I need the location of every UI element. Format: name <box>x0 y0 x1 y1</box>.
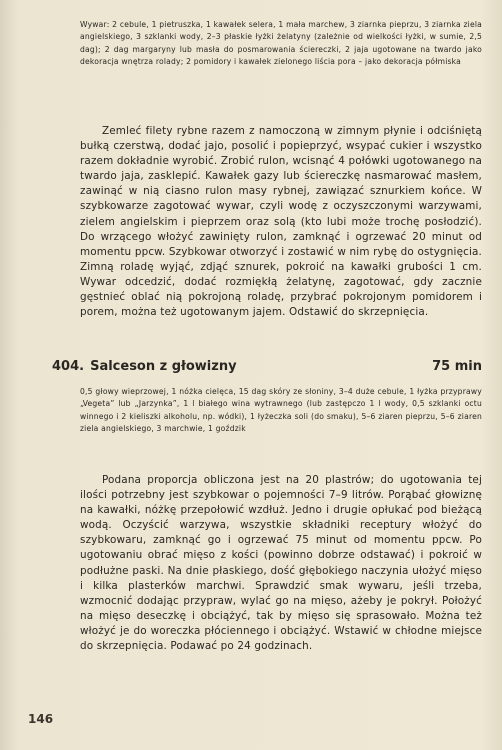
ingredients-block-1 <box>80 19 482 69</box>
ingredients-list-2: 0,5 głowy wieprzowej, 1 nóżka cielęca, 15 dag skóry ze słoniny, 3–4 duże cebule, 1 łyżka przyprawy „Vegeta” lub „Jarzynka”, 1 l białego wina wytrawnego (lub zastępczo 1 l wody, 0,5 szklanki octu winnego i 2 kieliszki alkoholu, np. wódki), 1 łyżeczka soli (do smaku), 5–6 ziaren pieprzu, 5–6 ziaren ziela angielskiego, 3 marchwie, 1 goździk <box>80 387 482 434</box>
instructions-paragraph-1: Zemleć filety rybne razem z namoczoną w zimnym płynie i odciśniętą bułką czerstwą, dodać jajo, posolić i popieprzyć, wsypać cukier i wszystko razem dokładnie wyrobić. Zrobić rulon, wcisnąć 4 połówki ugotowanego na twardo jaja, zasklepić. Kawałek gazy lub ściereczkę nasmarować masłem, zawinąć w nią ciasno rulon masy rybnej, zawiązać sznurkiem końce. W szybkowarze zagotować wywar, czyli wodę z oczyszczonymi warzywami, zielem angielskim i pieprzem oraz solą (kto lubi może trochę posłodzić). Do wrzącego włożyć zawinięty rulon, zamknąć i ogrzewać 20 minut od momentu ppcw. Szybkowar otworzyć i zostawić w nim rybę do ostygnięcia. Zimną roladę wyjąć, zdjąć sznurek, pokroić na kawałki grubości 1 cm. Wywar odcedzić, dodać rozmiękłą żelatynę, zagotować, gdy zacznie gęstnieć oblać nią pokrojoną roladę, przybrać pokrojonym pomidorem i porem, można też ugotowanym jajem. Odstawić do skrzepnięcia. <box>80 125 482 319</box>
instructions-block-1 <box>80 124 482 320</box>
recipe-title: Salceson z głowizny <box>90 359 237 374</box>
instructions-block-2 <box>80 473 482 654</box>
recipe-number: 404. <box>52 359 85 374</box>
recipe-time: 75 min <box>432 359 482 374</box>
page-number: 146 <box>28 712 54 726</box>
ingredients-block-2 <box>80 386 482 436</box>
ingredients-list-1: Wywar: 2 cebule, 1 pietruszka, 1 kawałek selera, 1 mała marchew, 3 ziarnka pieprzu, 3 ziarnka ziela angielskiego, 3 szklanki wody, 2–3 płaskie łyżki żelatyny (zależnie od wielkości łyżki, w sumie, 2,5 dag); 2 dag margaryny lub masła do posmarowania ściereczki, 2 jaja ugotowane na twardo jako dekoracja wnętrza rolady; 2 pomidory i kawałek zielonego liścia pora – jako dekoracja półmiska <box>80 20 482 67</box>
instructions-paragraph-2: Podana proporcja obliczona jest na 20 plastrów; do ugotowania tej ilości potrzebny jest szybkowar o pojemności 7–9 litrów. Porąbać głowiznę na kawałki, nóżkę przepołowić wzdłuż. Jedno i drugie opłukać pod bieżącą wodą. Oczyścić warzywa, wszystkie składniki receptury włożyć do szybkowaru, zamknąć go i ogrzewać 75 minut od momentu ppcw. Po ugotowaniu obrać mięso z kości (powinno dobrze odstawać) i pokroić w podłużne paski. Na dnie płaskiego, dość głębokiego naczynia ułożyć mięso i kilka plasterków marchwi. Sprawdzić smak wywaru, jeśli trzeba, wzmocnić dodając przypraw, wylać go na mięso, ażeby je pokrył. Położyć na mięso deseczkę i obciążyć, tak by mięso się sprasowało. Można też włożyć je do woreczka płóciennego i obciążyć. Wstawić w chłodne miejsce do skrzepnięcia. Podawać po 24 godzinach. <box>80 474 482 653</box>
recipe-heading <box>52 359 482 374</box>
